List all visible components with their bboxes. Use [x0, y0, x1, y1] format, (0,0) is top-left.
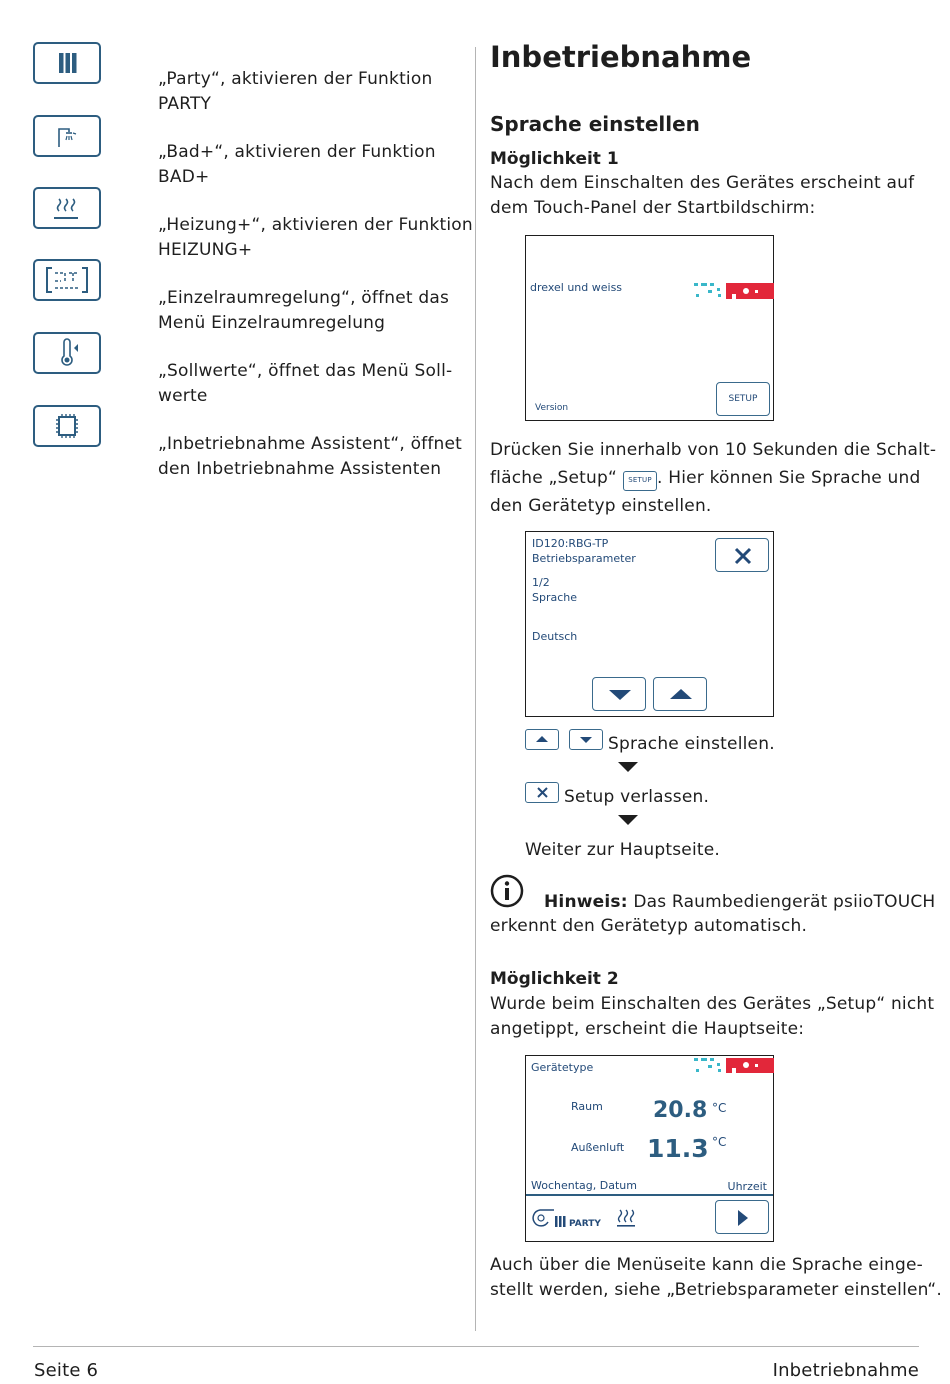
room-unit: °C: [712, 1101, 727, 1115]
left-item-bath: [158, 140, 436, 189]
step-main-page: Weiter zur Hauptseite.: [525, 840, 721, 860]
down-button[interactable]: [592, 677, 646, 711]
option1-title: Möglichkeit 1: [490, 149, 619, 169]
left-item-text: „Einzelraumregelung“, öffnet das: [158, 288, 450, 308]
params-label: Betriebsparameter: [532, 552, 636, 565]
hint-line-1: [544, 890, 935, 915]
footer-rule: [33, 1346, 919, 1347]
press-line: . Hier können Sie Sprache und: [657, 468, 921, 488]
footer-section: Inbetriebnahme: [772, 1360, 919, 1381]
left-item-assistant: [158, 432, 462, 481]
hint-label: Hinweis:: [544, 892, 628, 912]
option1-text: [490, 171, 914, 220]
left-item-room-control: [158, 286, 449, 335]
triangle-right-icon: [737, 1209, 749, 1227]
outside-label: Außenluft: [571, 1141, 625, 1154]
option2-title: Möglichkeit 2: [490, 969, 619, 989]
section-title: Sprache einstellen: [490, 112, 700, 136]
left-item-text: den Inbetriebnahme Assistenten: [158, 458, 442, 479]
inline-setup-button: SETUP: [623, 471, 657, 491]
heating-icon: [616, 1207, 638, 1229]
next-page-button[interactable]: [715, 1200, 769, 1234]
left-item-party: [158, 67, 432, 116]
page-title: Inbetriebnahme: [490, 40, 752, 74]
triangle-down-icon: [580, 737, 592, 743]
setpoints-button-icon-box: [33, 332, 101, 374]
footer-page-number: Seite 6: [34, 1360, 99, 1381]
step-language: Sprache einstellen.: [608, 734, 775, 754]
heating-icon: [35, 189, 99, 227]
assistant-button-icon-box: [33, 405, 101, 447]
screen-divider: [526, 1194, 773, 1196]
setup-button[interactable]: [716, 382, 770, 416]
language-value: Deutsch: [532, 630, 578, 643]
day-date: Wochentag, Datum: [531, 1179, 637, 1192]
left-item-setpoints: [158, 359, 452, 408]
outside-unit: °C: [712, 1135, 727, 1149]
outside-value: 11.3: [647, 1134, 709, 1163]
brand-logo: [694, 280, 774, 302]
brand-logo: [694, 1056, 774, 1076]
left-item-text: „Party“, aktivieren der Funktion: [158, 69, 433, 89]
party-label: PARTY: [569, 1219, 601, 1229]
version-label: Version: [535, 403, 569, 413]
room-control-button-icon-box: [33, 259, 101, 301]
brand-name: drexel und weiss: [530, 281, 623, 294]
option2-line: angetippt, erscheint die Hauptseite:: [490, 1018, 805, 1039]
left-item-text: „Sollwerte“, öffnet das Menü Soll-: [158, 361, 453, 381]
main-screen: [525, 1055, 774, 1242]
option2-line: Wurde beim Einschalten des Gerätes „Setup“ nicht: [490, 994, 935, 1014]
option1-line: dem Touch-Panel der Startbildschirm:: [490, 197, 816, 218]
column-divider: [475, 47, 476, 1331]
step-close-button: [525, 782, 559, 803]
chip-icon: [35, 407, 99, 445]
page-indicator: 1/2: [532, 576, 550, 589]
press-line-with-button: [490, 464, 936, 492]
shower-icon: [35, 117, 99, 155]
press-line: den Gerätetyp einstellen.: [490, 496, 712, 516]
triangle-down-icon: [608, 689, 632, 701]
time: Uhrzeit: [727, 1180, 767, 1193]
arrow-down-icon: [618, 762, 638, 772]
hint-line-2: erkennt den Gerätetyp automatisch.: [490, 916, 808, 936]
menu-line: stellt werden, siehe „Betriebsparameter einstellen“.: [490, 1279, 943, 1300]
start-screen: [525, 235, 774, 421]
left-item-text: „Heizung+“, aktivieren der Funktion: [158, 215, 473, 235]
triangle-up-icon: [669, 688, 693, 700]
close-icon: [536, 786, 549, 799]
left-item-text: „Inbetriebnahme Assistent“, öffnet: [158, 434, 463, 454]
left-item-text: Menü Einzelraumregelung: [158, 312, 386, 333]
step-exit-setup: Setup verlassen.: [564, 787, 710, 807]
thermometer-icon: [35, 334, 99, 372]
left-item-text: „Bad+“, aktivieren der Funktion: [158, 142, 436, 162]
left-item-text: BAD+: [158, 166, 210, 187]
party-button-icon-box: [33, 42, 101, 84]
floorplan-icon: [35, 261, 99, 299]
bath-button-icon-box: [33, 115, 101, 157]
close-setup-button[interactable]: [715, 538, 769, 572]
option2-text: [490, 992, 934, 1041]
device-type: Gerätetype: [531, 1061, 594, 1074]
arrow-down-icon: [618, 815, 638, 825]
step-down-button: [569, 729, 603, 750]
option1-line: Nach dem Einschalten des Gerätes erscheint auf: [490, 173, 915, 193]
room-value: 20.8: [653, 1098, 708, 1123]
room-label: Raum: [571, 1100, 603, 1113]
menu-line: Auch über die Menüseite kann die Sprache einge-: [490, 1255, 923, 1275]
party-icon: [35, 44, 99, 82]
press-line: fläche „Setup“: [490, 468, 618, 488]
setup-screen: [525, 531, 774, 717]
device-id: ID120:RBG-TP: [532, 537, 609, 550]
hint-text: Das Raumbediengerät psiioTOUCH: [633, 892, 936, 912]
left-item-text: PARTY: [158, 93, 212, 114]
language-label: Sprache: [532, 591, 578, 604]
info-icon: [490, 874, 524, 908]
fan-party-icon: [532, 1206, 568, 1230]
step-up-button: [525, 729, 559, 750]
left-item-text: werte: [158, 385, 208, 406]
press-line: Drücken Sie innerhalb von 10 Sekunden die Schalt-: [490, 440, 937, 460]
left-item-heating: [158, 213, 473, 262]
press-setup-text: [490, 436, 936, 520]
up-button[interactable]: [653, 677, 707, 711]
triangle-up-icon: [536, 736, 548, 742]
left-item-text: HEIZUNG+: [158, 239, 253, 260]
setup-button-label: SETUP: [728, 394, 758, 404]
menu-text: [490, 1253, 942, 1302]
close-icon: [733, 546, 753, 566]
heating-button-icon-box: [33, 187, 101, 229]
